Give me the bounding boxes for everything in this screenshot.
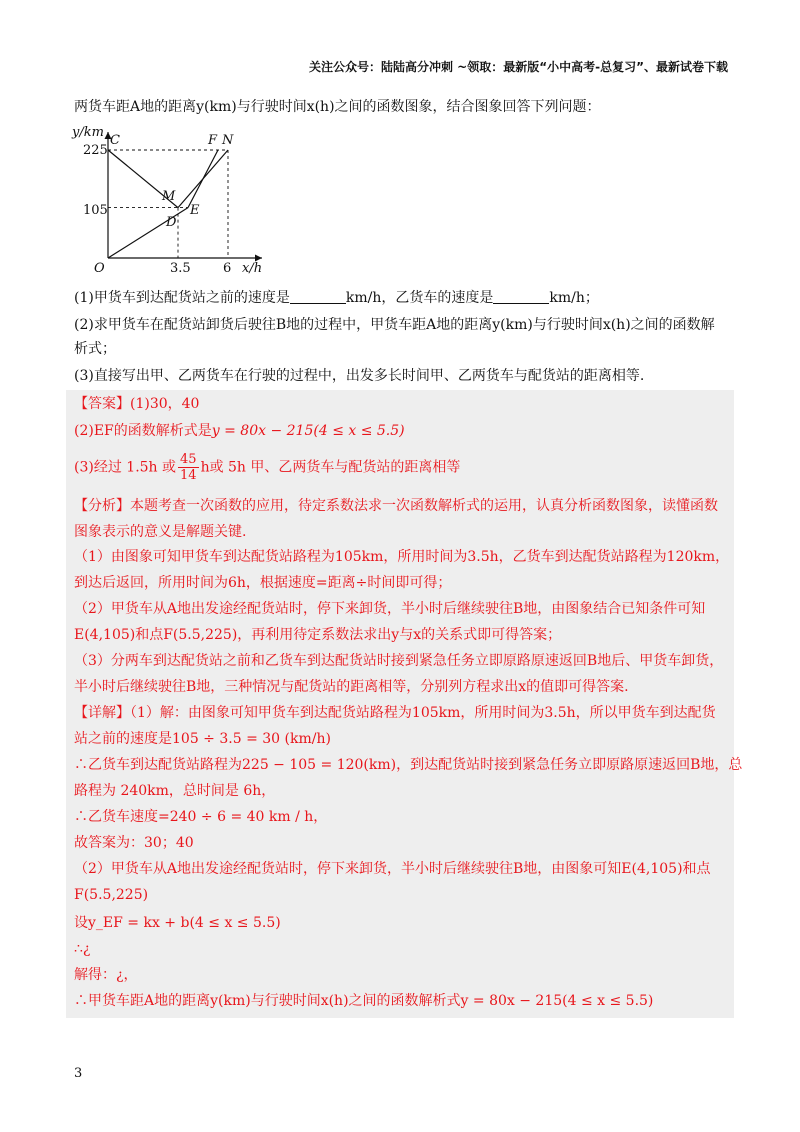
intro-text: 两货车距A地的距离y(km)与行驶时间x(h)之间的函数图象，结合图象回答下列问题： bbox=[74, 99, 601, 115]
detail-line-5: ∴乙货车速度=240 ÷ 6 = 40 km / h， bbox=[74, 809, 328, 825]
question-2-line-2: 析式； bbox=[74, 341, 116, 357]
y-axis-label: y/km bbox=[72, 125, 104, 140]
x-tick-3.5: 3.5 bbox=[170, 261, 191, 276]
fraction: $\frac{45}{14}$ bbox=[180, 452, 197, 483]
detail-line-2: 站之前的速度是105 ÷ 3.5 = 30 (km/h) bbox=[74, 731, 331, 747]
analysis-line-2: 图象表示的意义是解题关键. bbox=[74, 524, 247, 540]
detail-line-4: 路程为 240km，总时间是 6h， bbox=[74, 783, 276, 799]
page-number: 3 bbox=[74, 1066, 83, 1081]
question-2-line-1: (2)求甲货车在配货站卸货后驶往B地的过程中，甲货车距A地的距离y(km)与行驶时间x(h)之间的函数解 bbox=[74, 317, 715, 333]
point-label-e: E bbox=[190, 203, 200, 218]
question-3: (3)直接写出甲、乙两货车在行驶的过程中，出发多长时间甲、乙两货车与配货站的距离相等. bbox=[74, 368, 645, 384]
graph-segments bbox=[108, 150, 228, 258]
detail-line-11: 解得：¿， bbox=[74, 967, 138, 983]
answer-tag: 【答案】 bbox=[74, 396, 130, 412]
analysis-line-4: 到达后返回，所用时间为6h，根据速度=距离÷时间即可得； bbox=[74, 575, 452, 591]
x-axis-label: x/h bbox=[242, 261, 263, 276]
question-1: (1)甲货车到达配货站之前的速度是 km/h，乙货车的速度是 km/h； bbox=[74, 290, 599, 306]
point-label-c: C bbox=[110, 133, 120, 148]
analysis-line-8: 半小时后继续驶往B地，三种情况与配货站的距离相等，分别列方程求出x的值即可得答案. bbox=[74, 679, 629, 695]
detail-line-10: ∴¿ bbox=[74, 941, 91, 957]
analysis-line-1: 【分析】本题考查一次函数的应用，待定系数法求一次函数解析式的运用，认真分析函数图象，读懂函数 bbox=[74, 498, 718, 514]
analysis-tag: 【分析】 bbox=[74, 498, 130, 514]
ef-formula: y = 80x − 215(4 ≤ x ≤ 5.5) bbox=[211, 423, 405, 439]
detail-line-8: F(5.5,225) bbox=[74, 887, 149, 903]
answer-blank-2 bbox=[493, 289, 549, 304]
detail-line-3: ∴乙货车到达配货站路程为225 − 105 = 120(km)，到达配货站时接到紧急任务立即原路原速返回B地，总 bbox=[74, 757, 743, 773]
point-label-m: M bbox=[162, 189, 176, 204]
origin-label: O bbox=[94, 261, 105, 276]
graph-segment-4 bbox=[188, 150, 218, 208]
detail-line-12: ∴甲货车距A地的距离y(km)与行驶时间x(h)之间的函数解析式y = 80x − 215(4 ≤ x ≤ 5.5) bbox=[74, 993, 654, 1009]
point-label-n: N bbox=[222, 133, 234, 148]
answer-line-3: (3)经过 1.5h 或 $\frac{45}{14}$ h或 5h 甲、乙两货车与配货站的距离相等 bbox=[74, 452, 461, 483]
analysis-line-6: E(4,105)和点F(5.5,225)，再利用待定系数法求出y与x的关系式即可得答案； bbox=[74, 627, 562, 643]
answer-line-1: 【答案】(1)30，40 bbox=[74, 396, 200, 412]
point-label-f: F bbox=[208, 133, 218, 148]
y-tick-105: 105 bbox=[83, 203, 108, 218]
function-graph bbox=[70, 120, 270, 280]
y-tick-225: 225 bbox=[83, 143, 108, 158]
answer-line-2: (2)EF的函数解析式是y = 80x − 215(4 ≤ x ≤ 5.5) bbox=[74, 423, 405, 439]
point-label-d: D bbox=[166, 215, 177, 230]
detail-line-9: 设y_EF = kx + b(4 ≤ x ≤ 5.5) bbox=[74, 915, 281, 931]
analysis-line-7: （3）分两车到达配货站之前和乙货车到达配货站时接到紧急任务立即原路原速返回B地后、甲货车卸货， bbox=[74, 653, 724, 669]
detail-tag: 【详解】 bbox=[74, 705, 130, 721]
analysis-line-5: （2）甲货车从A地出发途经配货站时，停下来卸货，半小时后继续驶往B地，由图象结合已知条件可知 bbox=[74, 601, 706, 617]
x-tick-6: 6 bbox=[223, 261, 232, 276]
detail-line-6: 故答案为：30；40 bbox=[74, 835, 194, 851]
answer-blank-1 bbox=[290, 289, 346, 304]
analysis-line-3: （1）由图象可知甲货车到达配货站路程为105km，所用时间为3.5h，乙货车到达配货站路程为120km， bbox=[74, 549, 730, 565]
detail-line-7: （2）甲货车从A地出发途经配货站时，停下来卸货，半小时后继续驶往B地，由图象可知E(4,105)和点 bbox=[74, 861, 711, 877]
detail-line-1: 【详解】（1）解：由图象可知甲货车到达配货站路程为105km，所用时间为3.5h，所以甲货车到达配货 bbox=[74, 705, 716, 721]
header-note: 关注公众号：陆陆高分冲刺 ~领取：最新版“小中高考-总复习”、最新试卷下载 bbox=[309, 60, 728, 74]
